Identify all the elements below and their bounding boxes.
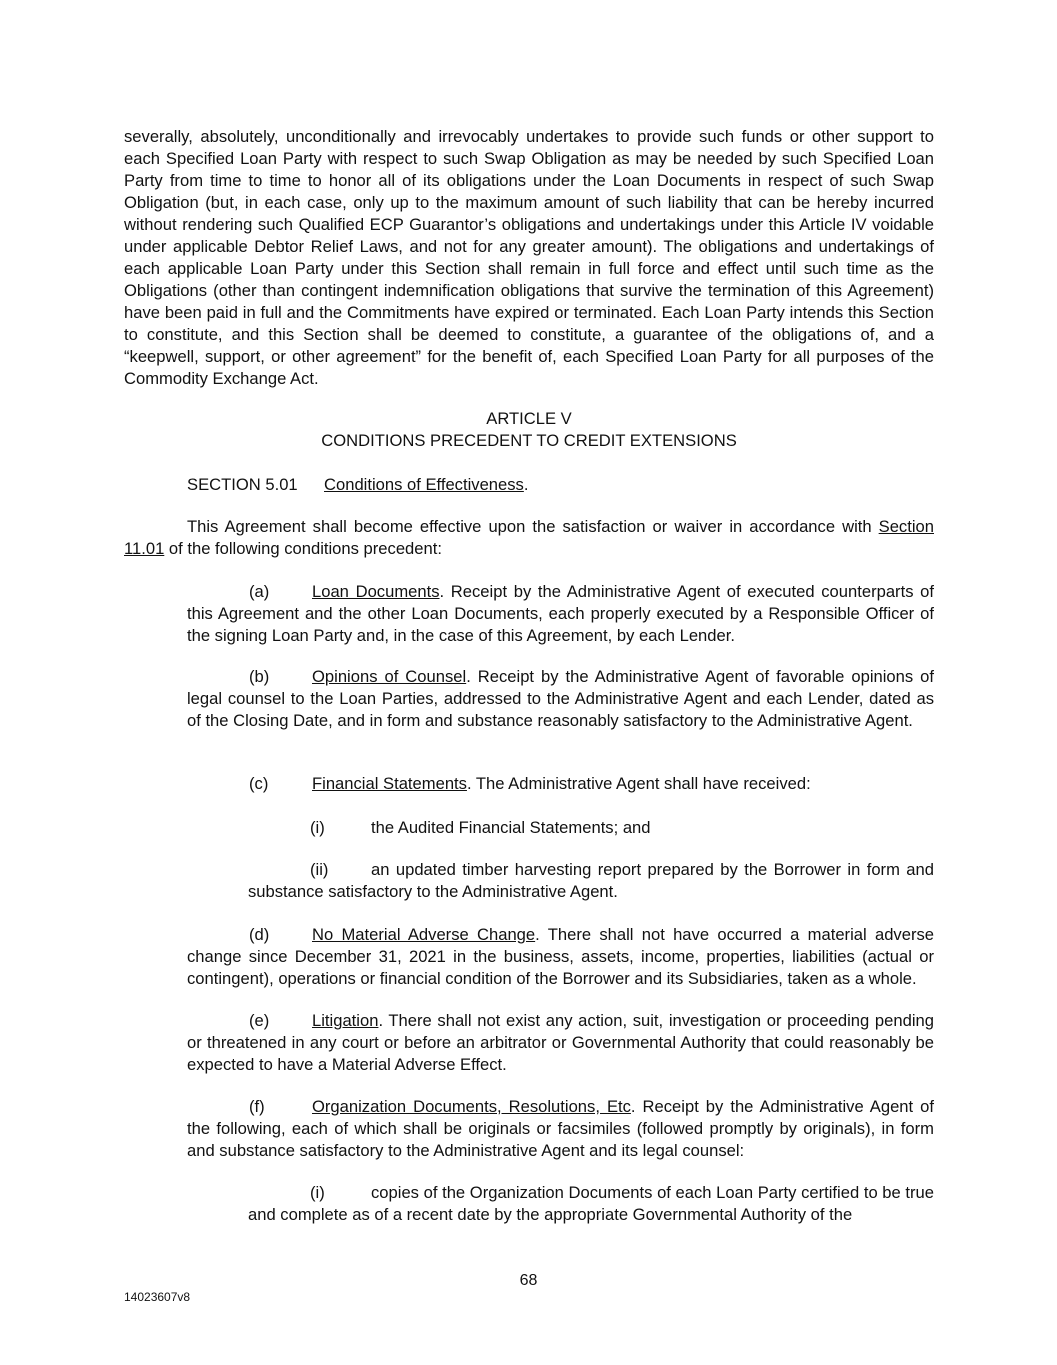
article-title: CONDITIONS PRECEDENT TO CREDIT EXTENSIONS — [321, 431, 737, 450]
condition-f-i — [248, 1182, 934, 1226]
condition-label: (d) — [249, 925, 270, 944]
condition-text: . Receipt by the Administrative Agent of executed counterparts of this Agreement and the other Loan Documents, each properly executed by a Responsible Officer of the signing Loan Party and, in the case of this Agreement, by each Lender. — [187, 582, 934, 645]
condition-a — [187, 581, 934, 647]
condition-f — [187, 1096, 934, 1162]
condition-text: . Receipt by the Administrative Agent of favorable opinions of legal counsel to the Loan Parties, addressed to the Administrative Agent and each Lender, dated as of the Closing Date, and in form and substance reasonably satisfactory to the Administrative Agent. — [187, 667, 935, 730]
subitem-label: (i) — [310, 818, 325, 837]
condition-text: . The Administrative Agent shall have received: — [466, 774, 811, 793]
section-number: SECTION 5.01 — [187, 475, 298, 494]
condition-text: . Receipt by the Administrative Agent of the following, each of which shall be originals or facsimiles (followed promptly by originals), in form and substance satisfactory to the Administrative Agent and its legal counsel: — [187, 1097, 934, 1160]
section-title-suffix: . — [523, 475, 529, 494]
document-id: 14023607v8 — [124, 1290, 191, 1304]
article-number: ARTICLE V — [486, 409, 572, 428]
section-reference: Section 11.01 — [124, 517, 934, 558]
condition-label: (f) — [249, 1097, 265, 1116]
intro-before: This Agreement shall become effective upon the satisfaction or waiver in accordance with — [187, 517, 879, 536]
condition-title: Opinions of Counsel — [312, 667, 467, 686]
opening-paragraph: severally, absolutely, unconditionally and irrevocably undertakes to provide such funds or other support to each Specified Loan Party with respect to such Swap Obligation as may be needed by such Specified Loan Party from time to time to honor all of its obligations under the Loan Documents in respect of such Swap Obligation (but, in each case, only up to the maximum amount of such liability that can be hereby incurred without rendering such Qualified ECP Guarantor’s obligations and undertakings under this Article IV voidable under applicable Debtor Relief Laws, and not for any greater amount). The obligations and undertakings of each applicable Loan Party under this Section shall remain in full force and effect until such time as the Obligations (other than contingent indemnification obligations that survive the termination of this Agreement) have been paid in full and the Commitments have expired or terminated. Each Loan Party intends this Section to constitute, and this Section shall be deemed to constitute, a guarantee of the obligations of, and a “keepwell, support, or other agreement” for the benefit of, each Specified Loan Party for all purposes of the Commodity Exchange Act. — [124, 127, 934, 388]
section-title: Conditions of Effectiveness — [324, 475, 524, 494]
condition-text: . There shall not exist any action, suit, investigation or proceeding pending or threatened in any court or before an arbitrator or Governmental Authority that could reasonably be expected to have a Material Adverse Effect. — [187, 1011, 934, 1074]
subitem-label: (i) — [310, 1183, 325, 1202]
subitem-text: the Audited Financial Statements; and — [371, 818, 651, 837]
condition-title: No Material Adverse Change — [312, 925, 536, 944]
condition-text: . There shall not have occurred a material adverse change since December 31, 2021 in the business, assets, income, properties, liabilities (actual or contingent), operations or financial condition of the Borrower and its Subsidiaries, taken as a whole. — [187, 925, 934, 988]
subitem-text: an updated timber harvesting report prepared by the Borrower in form and substance satisfactory to the Administrative Agent. — [248, 860, 934, 901]
condition-title: Financial Statements — [312, 774, 467, 793]
intro-paragraph — [124, 516, 934, 560]
condition-c-i — [248, 817, 934, 839]
condition-label: (b) — [249, 667, 270, 686]
condition-b — [187, 666, 934, 732]
condition-c — [187, 773, 934, 795]
condition-label: (a) — [249, 582, 270, 601]
section-heading — [187, 474, 934, 496]
subitem-label: (ii) — [310, 860, 329, 879]
condition-label: (c) — [249, 774, 269, 793]
condition-title: Loan Documents — [312, 582, 440, 601]
condition-title: Litigation — [312, 1011, 379, 1030]
condition-c-ii — [248, 859, 934, 903]
condition-e — [187, 1010, 934, 1076]
condition-d — [187, 924, 934, 990]
page-number: 68 — [519, 1272, 538, 1289]
condition-title: Organization Documents, Resolutions, Etc — [312, 1097, 631, 1116]
subitem-text: copies of the Organization Documents of each Loan Party certified to be true and complete as of a recent date by the appropriate Governmental Authority of the — [248, 1183, 934, 1224]
intro-after: of the following conditions precedent: — [164, 539, 442, 558]
condition-label: (e) — [249, 1011, 270, 1030]
